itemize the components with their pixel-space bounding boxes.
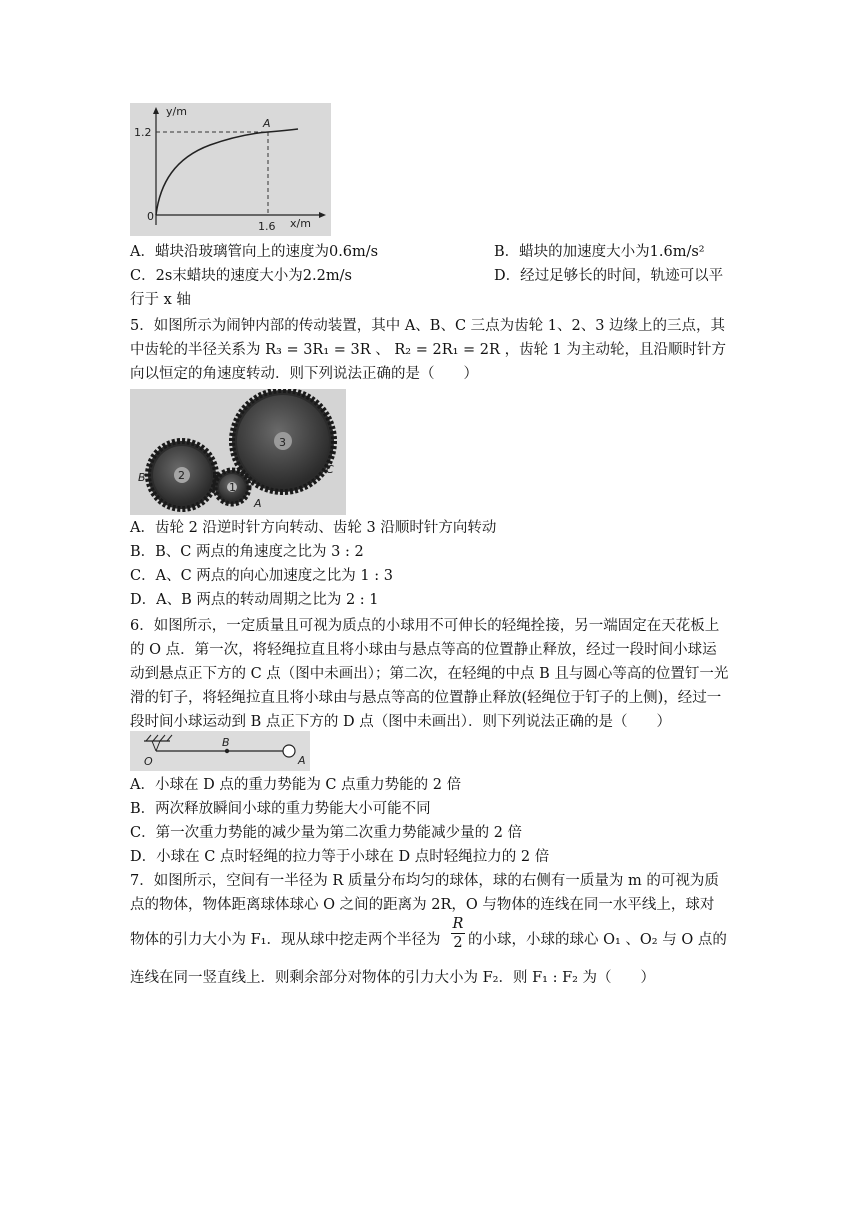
q5-option-a: A．齿轮 2 沿逆时针方向转动、齿轮 3 沿顺时针方向转动	[130, 520, 497, 536]
q5-gears-svg	[130, 389, 346, 515]
y-axis-arrow	[153, 107, 159, 114]
point-a-label: A	[298, 754, 306, 767]
origin-label: 0	[147, 210, 154, 223]
fraction-denominator: 2	[453, 935, 463, 951]
q4-option-b: B．蜡块的加速度大小为1.6m/s²	[494, 244, 705, 260]
q4-option-c: C．2s末蜡块的速度大小为2.2m/s	[130, 268, 352, 284]
ball	[283, 745, 295, 757]
x-tick-label: 1.6	[258, 220, 276, 233]
q4-option-a: A．蜡块沿玻璃管向上的速度为0.6m/s	[130, 244, 379, 260]
pivot-support	[152, 741, 156, 751]
point-a-label: A	[263, 117, 271, 130]
q5-option-d: D．A、B 两点的转动周期之比为 2 : 1	[130, 592, 379, 608]
ceiling-hatch	[160, 735, 165, 741]
q5-gears-figure	[130, 389, 346, 515]
gear-2-label: 2	[178, 469, 185, 482]
q4-graph-svg	[130, 103, 331, 236]
x-axis-arrow	[319, 212, 326, 218]
q4-option-d-line1: D．经过足够长的时间，轨迹可以平	[494, 268, 724, 284]
q6-option-c: C．第一次重力势能的减少量为第二次重力势能减少量的 2 倍	[130, 825, 523, 841]
trajectory-curve	[156, 129, 298, 215]
point-o-label: O	[144, 755, 153, 768]
q7-line-3-start: 物体的引力大小为 F₁．现从球中挖走两个半径为	[130, 932, 441, 948]
q5-option-b: B．B、C 两点的角速度之比为 3 : 2	[130, 544, 364, 560]
ceiling-hatch	[146, 735, 151, 741]
q6-question-text: 6．如图所示，一定质量且可视为质点的小球用不可伸长的轻绳拴接，另一端固定在天花板上的 O 点．第一次，将轻绳拉直且将小球由与悬点等高的位置静止释放，经过一段时间小球运动到悬点正下方的 C 点（图中未画出）；第二次，在轻绳的中点 B 且与圆心等高的位置钉一光滑的钉子，将轻绳拉直且将小球由与悬点等高的位置静止释放(轻绳位于钉子的上侧)，经过一段时间小球运动到 B 点正下方的 D 点（图中未画出）．则下列说法正确的是（ ）	[130, 618, 729, 730]
y-axis-label: y/m	[166, 105, 187, 118]
q4-option-d-line2: 行于 x 轴	[130, 292, 191, 308]
q5-option-c: C．A、C 两点的向心加速度之比为 1 : 3	[130, 568, 393, 584]
q7-line-2: 点的物体，物体距离球体球心 O 之间的距离为 2R，O 与物体的连线在同一水平线上，球对	[130, 897, 715, 913]
point-b-label: B	[138, 471, 146, 484]
q6-pendulum-svg	[130, 731, 310, 771]
q7-line-1: 7．如图所示，空间有一半径为 R 质量分布均匀的球体，球的右侧有一质量为 m 的可视为质	[130, 873, 719, 889]
gear-3-label: 3	[279, 436, 286, 449]
ceiling-hatch	[167, 735, 172, 741]
point-b-label: B	[222, 736, 230, 749]
x-axis-label: x/m	[290, 217, 311, 230]
ceiling-hatch	[153, 735, 158, 741]
fraction-numerator: R	[452, 916, 464, 932]
q6-option-d: D．小球在 C 点时轻绳的拉力等于小球在 D 点时轻绳拉力的 2 倍	[130, 849, 550, 865]
q7-fraction	[451, 915, 465, 952]
point-c-label: C	[326, 463, 334, 476]
q7-line-3-end: 的小球，小球的球心 O₁ 、O₂ 与 O 点的	[468, 932, 727, 948]
pivot-support	[156, 741, 160, 751]
gear-1-label: 1	[229, 481, 236, 494]
y-tick-label: 1.2	[134, 126, 152, 139]
q6-pendulum-figure	[130, 731, 310, 771]
q4-graph-figure	[130, 103, 331, 236]
point-a-label: A	[254, 497, 262, 510]
q6-option-a: A．小球在 D 点的重力势能为 C 点重力势能的 2 倍	[130, 777, 462, 793]
q6-option-b: B．两次释放瞬间小球的重力势能大小可能不同	[130, 801, 431, 817]
q7-line-4: 连线在同一竖直线上．则剩余部分对物体的引力大小为 F₂．则 F₁ : F₂ 为（ ）	[130, 970, 656, 986]
q5-question-text: 5．如图所示为闹钟内部的传动装置，其中 A、B、C 三点为齿轮 1、2、3 边缘上的三点，其中齿轮的半径关系为 R₃ = 3R₁ = 3R 、 R₂ = 2R₁ = 2R ，齿轮 1 为主动轮，且沿顺时针方向以恒定的角速度转动．则下列说法正确的是（ ）	[130, 318, 727, 382]
nail-point-b	[225, 749, 229, 753]
